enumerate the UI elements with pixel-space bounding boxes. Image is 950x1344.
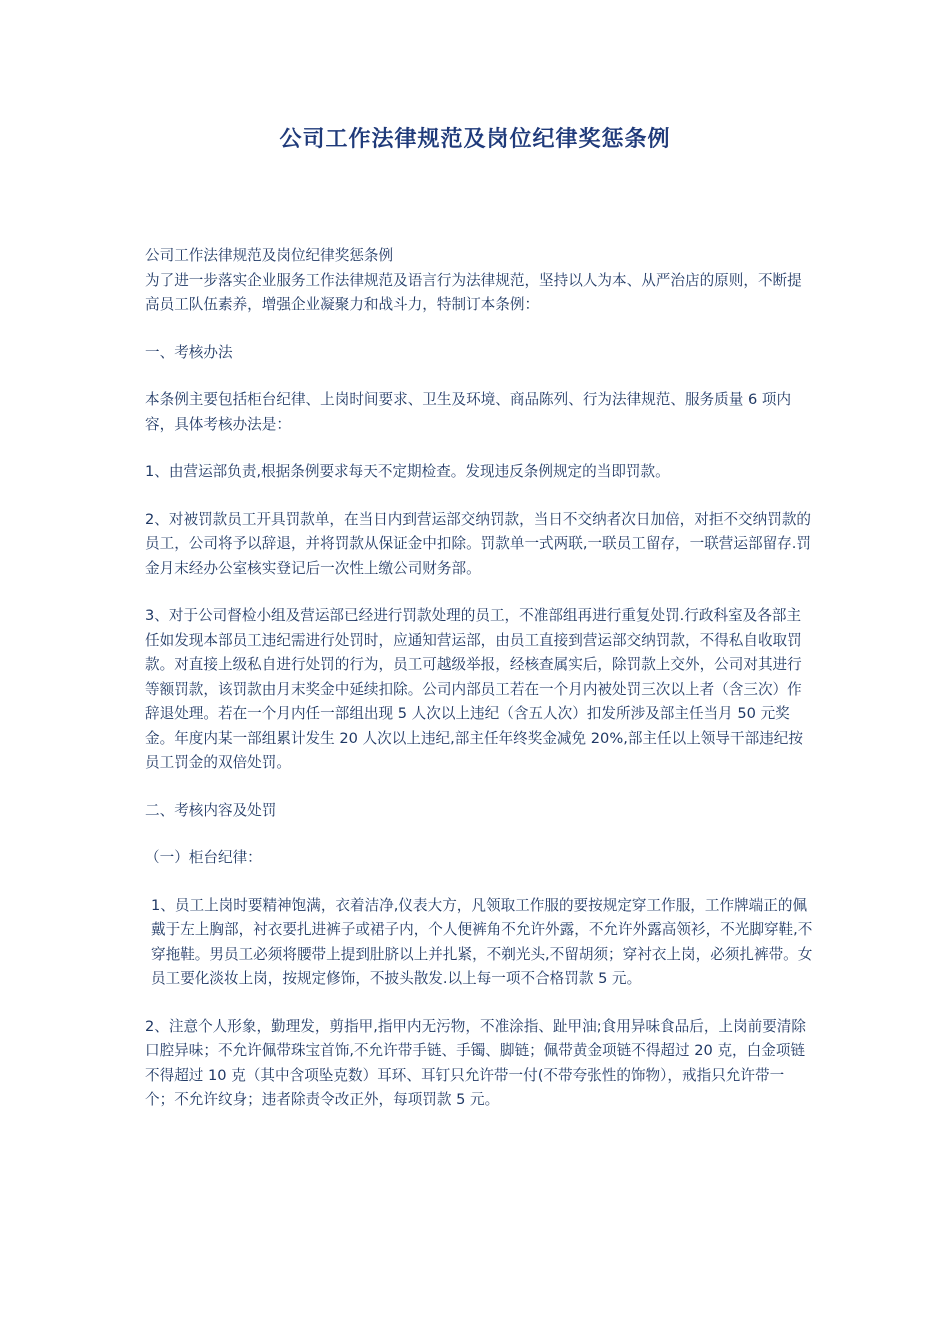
counter-rule-2: 2、注意个人形象，勤理发，剪指甲,指甲内无污物，不准涂指、趾甲油;食用异味食品后，上岗前要清除口腔异味；不允许佩带珠宝首饰,不允许带手链、手镯、脚链；佩带黄金项链不得超过 20 克，白金项链不得超过 10 克（其中含项坠克数）耳环、耳钉只允许带一付(不带夸张性的饰物），戒指只允许带一个；不允许纹身；违者除责令改正外，每项罚款 5 元。 <box>145 1017 806 1108</box>
intro-paragraph: 为了进一步落实企业服务工作法律规范及语言行为法律规范，坚持以人为本、从严治店的原则，不断提高员工队伍素养，增强企业凝聚力和战斗力，特制订本条例： <box>145 271 802 313</box>
counter-rule-1: 1、员工上岗时要精神饱满，衣着洁净,仪表大方，凡领取工作服的要按规定穿工作服，工作牌端正的佩戴于左上胸部，衬衣要扎进裤子或裙子内，个人便裤角不允许外露，不允许外露高领衫，不光脚穿鞋,不穿拖鞋。男员工必须将腰带上提到肚脐以上并扎紧，不剃光头,不留胡须；穿衬衣上岗，必须扎裤带。女员工要化淡妆上岗，按规定修饰，不披头散发.以上每一项不合格罚款 5 元。 <box>151 896 813 987</box>
section-heading-content: 二、考核内容及处罚 <box>145 801 277 819</box>
paragraph-gap <box>145 776 813 799</box>
rule-paragraph-1: 1、由营运部负责,根据条例要求每天不定期检查。发现违反条例规定的当即罚款。 <box>145 463 670 480</box>
document-body <box>145 244 813 1113</box>
document-title: 公司工作法律规范及岗位纪律奖惩条例 <box>279 127 671 152</box>
paragraph-gap <box>145 823 813 846</box>
rule-paragraph-3: 3、对于公司督检小组及营运部已经进行罚款处理的员工，不准部组再进行重复处罚.行政科室及各部主任如发现本部员工违纪需进行处罚时，应通知营运部，由员工直接到营运部交纳罚款，不得私自收取罚款。对直接上级私自进行处罚的行为，员工可越级举报，经核查属实后，除罚款上交外，公司对其进行等额罚款，该罚款由月末奖金中延续扣除。公司内部员工若在一个月内被处罚三次以上者（含三次）作辞退处理。若在一个月内任一部组出现 5 人次以上违纪（含五人次）扣发所涉及部主任当月 50 元奖金。年度内某一部组累计发生 20 人次以上违纪,部主任年终奖金减免 20%,部主任以上领导干部违纪按员工罚金的双倍处罚。 <box>145 607 803 771</box>
paragraph-gap <box>145 581 813 604</box>
paragraph-gap <box>145 992 813 1015</box>
paragraph-gap <box>145 365 813 388</box>
paragraph-gap <box>145 485 813 508</box>
section-heading-assessment: 一、考核办法 <box>145 343 233 361</box>
rule-paragraph-2: 2、对被罚款员工开具罚款单，在当日内到营运部交纳罚款，当日不交纳者次日加倍，对拒不交纳罚款的员工，公司将予以辞退，并将罚款从保证金中扣除。罚款单一式两联,一联员工留存，一联营运部留存.罚金月末经办公室核实登记后一次性上缴公司财务部。 <box>145 510 812 577</box>
paragraph-gap <box>145 437 813 460</box>
paragraph-gap <box>145 318 813 341</box>
scope-paragraph: 本条例主要包括柜台纪律、上岗时间要求、卫生及环境、商品陈列、行为法律规范、服务质量 6 项内容，具体考核办法是： <box>145 391 792 433</box>
paragraph-gap <box>145 871 813 894</box>
body-heading: 公司工作法律规范及岗位纪律奖惩条例 <box>145 247 394 264</box>
subsection-heading-counter: （一）柜台纪律： <box>145 849 262 866</box>
